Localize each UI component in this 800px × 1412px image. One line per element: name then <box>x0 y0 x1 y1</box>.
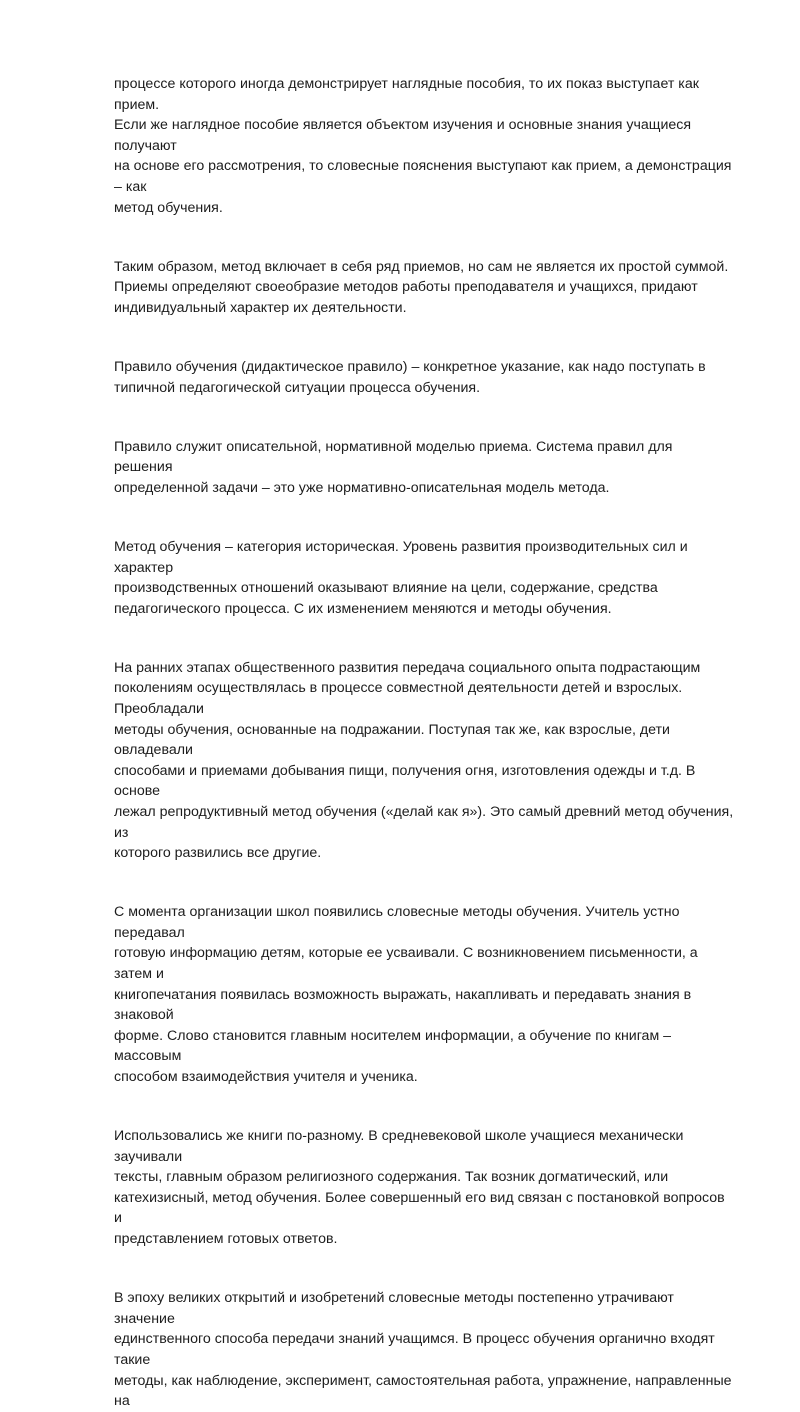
paragraph-8: Использовались же книги по-разному. В средневековой школе учащиеся механически заучивали тексты, главным образом религиозного содержания. Так возник догматический, или катехизисный, метод обучения. Более совершенный его вид связан с постановкой вопросов и представлением готовых ответов. <box>114 1128 725 1248</box>
paragraph-9: В эпоху великих открытий и изобретений словесные методы постепенно утрачивают значение единственного способа передачи знаний учащимся. В процесс обучения органично входят такие методы, как наблюдение, эксперимент, самостоятельная работа, упражнение, направленные на <box>114 1290 732 1410</box>
document-body <box>114 74 734 1412</box>
paragraph-3: Правило обучения (дидактическое правило) – конкретное указание, как надо поступать в типичной педагогической ситуации процесса обучения. <box>114 358 706 396</box>
paragraph-1: процессе которого иногда демонстрирует наглядные пособия, то их показ выступает как прием. Если же наглядное пособие является объектом изучения и основные знания учащиеся получают на основе его рассмотрения, то словесные пояснения выступают как прием, а демонстрация – как метод обучения. <box>114 76 732 216</box>
paragraph-4: Правило служит описательной, нормативной моделью приема. Система правил для решения определенной задачи – это уже нормативно-описательная модель метода. <box>114 438 673 496</box>
paragraph-5: Метод обучения – категория историческая. Уровень развития производительных сил и характер производственных отношений оказывают влияние на цели, содержание, средства педагогического процесса. С их изменением меняются и методы обучения. <box>114 538 688 617</box>
paragraph-6: На ранних этапах общественного развития передача социального опыта подрастающим поколениям осуществлялась в процессе совместной деятельности детей и взрослых. Преобладали методы обучения, основанные на подражании. Поступая так же, как взрослые, дети овладевали способами и приемами добывания пищи, получения огня, изготовления одежды и т.д. В основе лежал репродуктивный метод обучения («делай как я»). Это самый древний метод обучения, из которого развились все другие. <box>114 659 734 862</box>
paragraph-2: Таким образом, метод включает в себя ряд приемов, но сам не является их простой суммой. Приемы определяют своеобразие методов работы преподавателя и учащихся, придают индивидуальный характер их деятельности. <box>114 258 729 316</box>
paragraph-7: С момента организации школ появились словесные методы обучения. Учитель устно передавал готовую информацию детям, которые ее усваивали. С возникновением письменности, а затем и книгопечатания появилась возможность выражать, накапливать и передавать знания в знаковой форме. Слово становится главным носителем информации, а обучение по книгам – массовым способом взаимодействия учителя и ученика. <box>114 904 698 1085</box>
